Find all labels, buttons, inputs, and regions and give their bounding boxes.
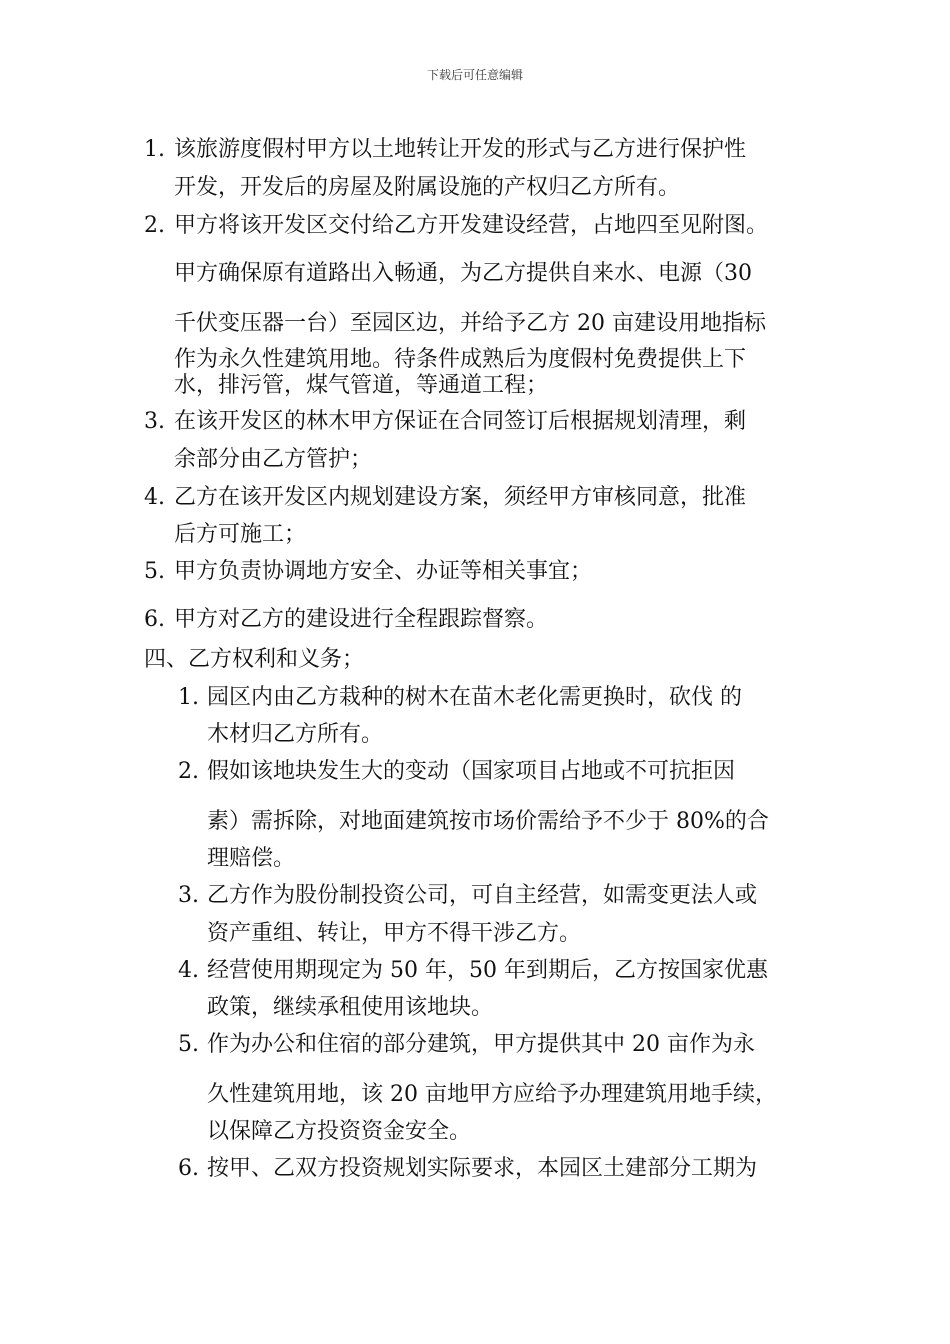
list-item-text: 甲方将该开发区交付给乙方开发建设经营，占地四至见附图。 [174, 213, 769, 238]
list-item-num: 6. [144, 607, 165, 632]
list-item-text: 以保障乙方投资资金安全。 [207, 1119, 472, 1144]
section-heading: 四、乙方权利和义务； [144, 647, 365, 672]
list-item-text: 水，排污管，煤气管道，等通道工程； [174, 373, 549, 398]
list-item-num: 1. [178, 685, 199, 710]
list-item-num: 5. [144, 559, 165, 584]
list-item-text: 作为办公和住宿的部分建筑，甲方提供其中 20 亩作为永 [207, 1032, 755, 1057]
list-item-text: 甲方确保原有道路出入畅通，为乙方提供自来水、电源（30 [174, 261, 752, 286]
list-item-num: 2. [144, 213, 165, 238]
list-item-text: 该旅游度假村甲方以土地转让开发的形式与乙方进行保护性 [174, 137, 747, 162]
list-item-text: 按甲、乙双方投资规划实际要求，本园区土建部分工期为 [207, 1156, 758, 1181]
list-item-text: 千伏变压器一台）至园区边，并给予乙方 20 亩建设用地指标 [174, 311, 766, 336]
list-item-text: 久性建筑用地，该 20 亩地甲方应给予办理建筑用地手续， [207, 1082, 777, 1107]
list-item-text: 乙方作为股份制投资公司，可自主经营，如需变更法人或 [207, 883, 758, 908]
list-item-num: 5. [178, 1032, 199, 1057]
list-item-text: 政策，继续承租使用该地块。 [207, 995, 494, 1020]
list-item-text: 经营使用期现定为 50 年，50 年到期后，乙方按国家优惠 [207, 958, 768, 983]
list-item-text: 假如该地块发生大的变动（国家项目占地或不可抗拒因 [207, 759, 736, 784]
list-item-num: 3. [178, 883, 199, 908]
list-item-text: 甲方负责协调地方安全、办证等相关事宜； [174, 559, 593, 584]
list-item-num: 2. [178, 759, 199, 784]
list-item-text: 乙方在该开发区内规划建设方案，须经甲方审核同意，批准 [174, 485, 747, 510]
list-item-text: 素）需拆除，对地面建筑按市场价需给予不少于 80%的合 [207, 809, 769, 834]
list-item-num: 1. [144, 137, 165, 162]
list-item-text: 木材归乙方所有。 [207, 722, 384, 747]
list-item-text: 后方可施工； [174, 522, 307, 547]
list-item-text: 资产重组、转让，甲方不得干涉乙方。 [207, 921, 582, 946]
list-item-num: 4. [178, 958, 199, 983]
list-item-num: 3. [144, 409, 165, 434]
list-item-text: 余部分由乙方管护； [174, 447, 373, 472]
page-header: 下载后可任意编辑 [426, 68, 523, 82]
list-item-text: 园区内由乙方栽种的树木在苗木老化需更换时，砍伐 的 [207, 685, 742, 710]
list-item-num: 6. [178, 1156, 199, 1181]
list-item-text: 在该开发区的林木甲方保证在合同签订后根据规划清理，剩 [174, 409, 747, 434]
list-item-text: 作为永久性建筑用地。待条件成熟后为度假村免费提供上下 [174, 347, 747, 372]
list-item-text: 理赔偿。 [207, 846, 296, 871]
list-item-text: 甲方对乙方的建设进行全程跟踪督察。 [174, 607, 549, 632]
list-item-num: 4. [144, 485, 165, 510]
list-item-text: 开发，开发后的房屋及附属设施的产权归乙方所有。 [174, 175, 681, 200]
